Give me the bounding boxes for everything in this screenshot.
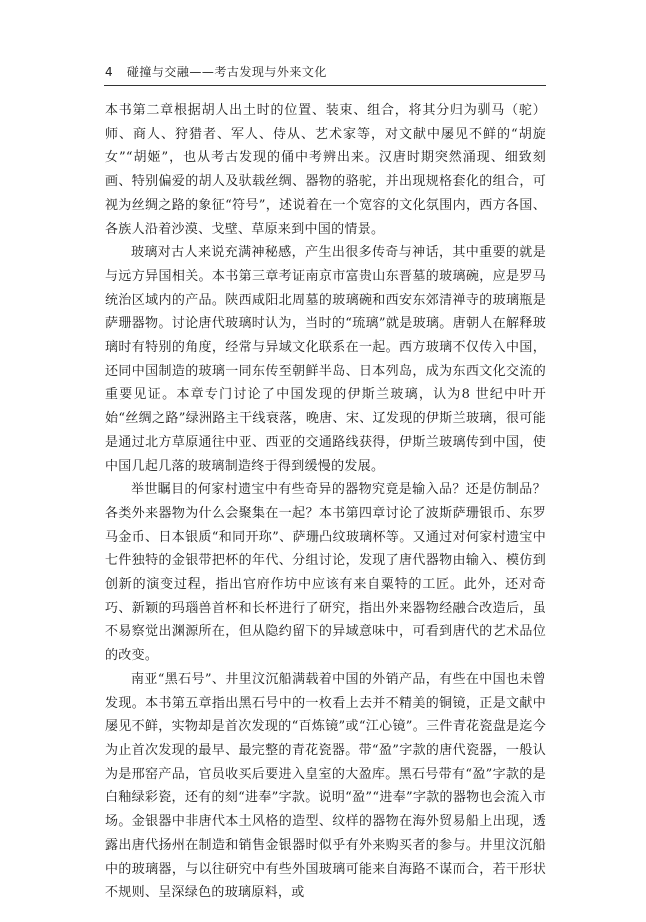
paragraph-4: 南亚“黑石号”、井里汶沉船满载着中国的外销产品，有些在中国也未曾发现。本书第五章指出黑石号中的一枚看上去并不精美的铜镜，正是文献中屡见不鲜，实物却是首次发现的“百炼镜”或“江心镜”。三件青花瓷盘是迄今为止首次发现的最早、最完整的青花瓷器。带“盈”字款的唐代瓷器，一般认为是邢窑产品，官员收买后要进入皇室的大盈库。黑石号带有“盈”字款的是白釉绿彩瓷，还有的刻“进奉”字款。说明“盈”“进奉”字款的器物也会流入市场。金银器中非唐代本土风格的造型、纹样的器物在海外贸易船上出现，透露出唐代扬州在制造和销售金银器时似乎有外来购买者的参与。井里汶沉船中的玻璃器，与以往研究中有些外国玻璃可能来自海路不谋而合，若干形状不规则、呈深绿色的玻璃原料，或 [105,671,546,901]
body-text [105,99,546,905]
paragraph-2: 玻璃对古人来说充满神秘感，产生出很多传奇与神话，其中重要的就是与远方异国相关。本书第三章考证南京市富贵山东晋墓的玻璃碗，应是罗马统治区域内的产品。陕西咸阳北周墓的玻璃碗和西安东郊清禅寺的玻璃瓶是萨珊器物。讨论唐代玻璃时认为，当时的“琉璃”就是玻璃。唐朝人在解释玻璃时有特别的角度，经常与异域文化联系在一起。西方玻璃不仅传入中国，还同中国制造的玻璃一同东传至朝鲜半岛、日本列岛，成为东西文化交流的重要见证。本章专门讨论了中国发现的伊斯兰玻璃，认为8 世纪中叶开始“丝绸之路”绿洲路主干线衰落，晚唐、宋、辽发现的伊斯兰玻璃，很可能是通过北方草原通往中亚、西亚的交通路线获得，伊斯兰玻璃传到中国，使中国几起几落的玻璃制造终于得到缓慢的发展。 [105,245,546,474]
paragraph-3: 举世瞩目的何家村遗宝中有些奇异的器物究竟是输入品？还是仿制品？各类外来器物为什么会聚集在一起？本书第四章讨论了波斯萨珊银币、东罗马金币、日本银质“和同开珎”、萨珊凸纹玻璃杯等。又通过对何家村遗宝中七件独特的金银带把杯的年代、分组讨论，发现了唐代器物由输入、模仿到创新的演变过程，指出官府作坊中应该有来自粟特的工匠。此外，还对奇巧、新颖的玛瑙兽首杯和长杯进行了研究，指出外来器物经融合改造后，虽不易察觉出渊源所在，但从隐约留下的异域意味中，可看到唐代的艺术品位的改变。 [105,482,546,664]
paragraph-1: 本书第二章根据胡人出土时的位置、装束、组合，将其分归为驯马（驼）师、商人、狩猎者、军人、侍从、艺术家等，对文献中屡见不鲜的“胡旋女”“胡姬”，也从考古发现的俑中考辨出来。汉唐时期突然涌现、细致刻画、特别偏爱的胡人及驮载丝绸、器物的骆驼，并出现规格套化的组合，可视为丝绸之路的象征“符号”，述说着在一个宽容的文化氛围内，西方各国、各族人沿着沙漠、戈壁、草原来到中国的情景。 [105,103,546,237]
running-title: 碰撞与交融——考古发现与外来文化 [126,65,327,79]
header-rule [104,85,546,86]
page-header [105,63,545,83]
page-number: 4 [105,65,113,79]
